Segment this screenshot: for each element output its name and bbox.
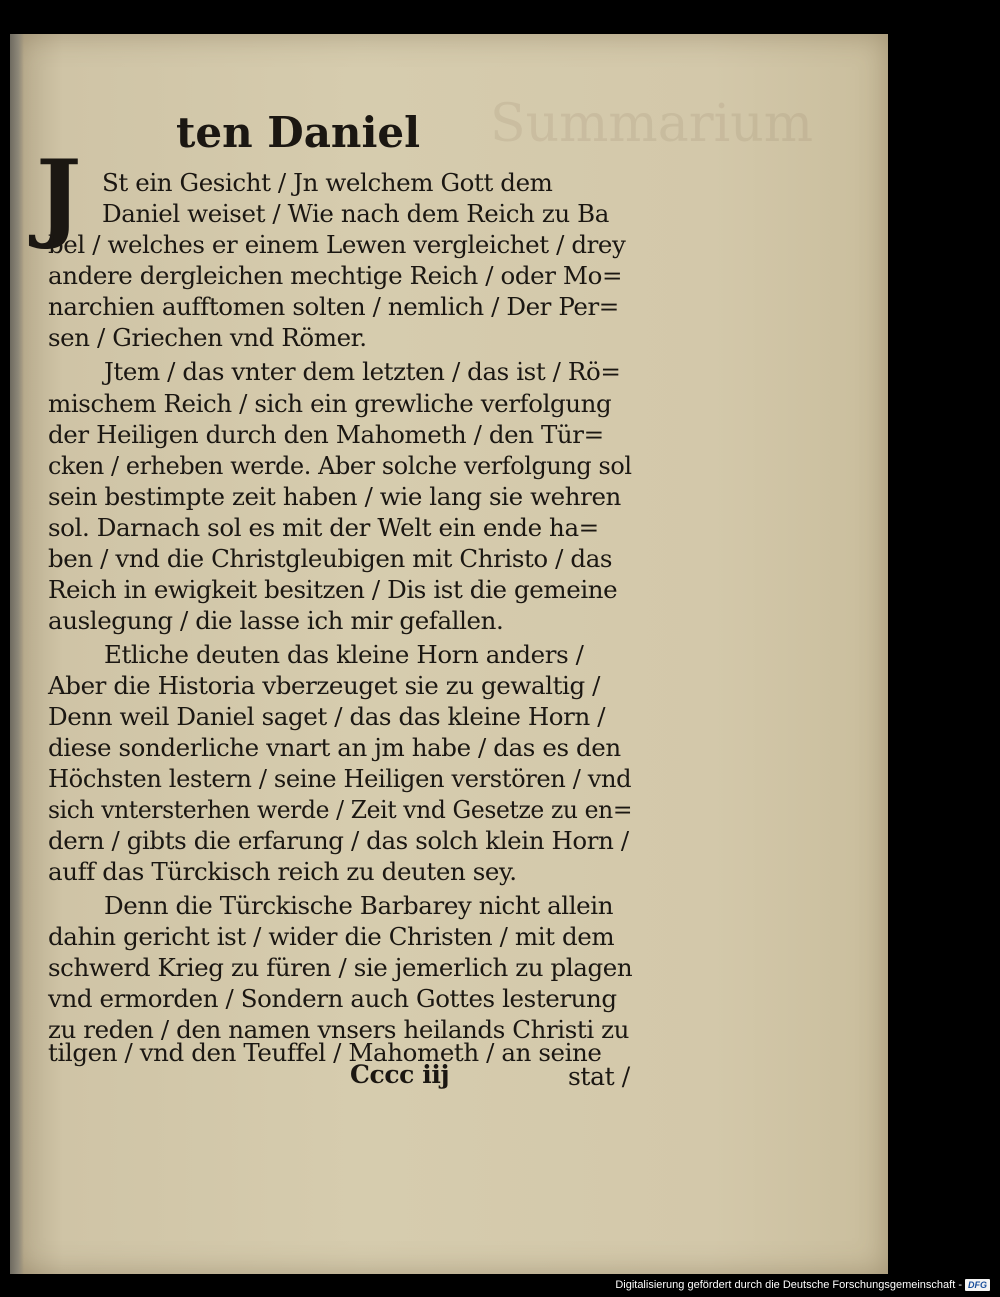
text-line-10: cken / erheben werde. Aber solche verfolgung sol [48,451,632,480]
text-line-18: Denn weil Daniel saget / das das kleine Horn / [48,702,606,731]
footer-credit-text: Digitalisierung gefördert durch die Deutsche Forschungsgemeinschaft - [615,1279,962,1291]
text-line-29: tilgen / vnd den Teuffel / Mahometh / an seine [48,1038,602,1067]
text-line-28: zu reden / den namen vnsers heilands Christi zu [48,1015,630,1044]
drop-cap: J [36,139,82,252]
text-line-5: narchien aufftomen solten / nemlich / Der Per= [48,292,619,321]
text-line-1: St ein Gesicht / Jn welchem Gott dem [102,168,553,197]
text-line-21: sich vntersterhen werde / Zeit vnd Gesetze zu en= [48,795,633,824]
text-line-7: Jtem / das vnter dem letzten / das ist / Rö= [104,357,621,386]
digitization-footer [615,1277,990,1293]
dfg-logo-icon: DFG [965,1279,990,1291]
text-line-15: auslegung / die lasse ich mir gefallen. [48,606,504,635]
text-line-9: der Heiligen durch den Mahometh / den Tür= [48,420,604,449]
text-line-8: mischem Reich / sich ein grewliche verfolgung [48,389,612,418]
text-line-22: dern / gibts die erfarung / das solch klein Horn / [48,826,629,855]
catchword: stat / [568,1062,630,1091]
text-line-23: auff das Türckisch reich zu deuten sey. [48,857,517,886]
text-line-25: dahin gericht ist / wider die Christen / mit dem [48,922,615,951]
text-line-3: bel / welches er einem Lewen vergleichet / drey [48,230,626,259]
text-line-27: vnd ermorden / Sondern auch Gottes lesterung [48,984,617,1013]
text-line-19: diese sonderliche vnart an jm habe / das es den [48,733,621,762]
text-line-16: Etliche deuten das kleine Horn anders / [104,640,584,669]
bleed-through-text: Summarium [490,94,814,154]
text-line-24: Denn die Türckische Barbarey nicht allein [104,891,614,920]
text-line-20: Höchsten lestern / seine Heiligen verstören / vnd [48,764,632,793]
text-line-4: andere dergleichen mechtige Reich / oder Mo= [48,261,623,290]
text-line-11: sein bestimpte zeit haben / wie lang sie wehren [48,482,621,511]
text-line-12: sol. Darnach sol es mit der Welt ein ende ha= [48,513,599,542]
text-line-2: Daniel weiset / Wie nach dem Reich zu Ba [102,199,609,228]
running-heading: ten Daniel [176,108,421,157]
text-line-14: Reich in ewigkeit besitzen / Dis ist die gemeine [48,575,618,604]
text-line-26: schwerd Krieg zu füren / sie jemerlich zu plagen [48,953,633,982]
text-line-13: ben / vnd die Christgleubigen mit Christo / das [48,544,613,573]
text-line-6: sen / Griechen vnd Römer. [48,323,367,352]
text-line-17: Aber die Historia vberzeuget sie zu gewaltig / [48,671,601,700]
page-binding-edge [10,34,24,1274]
signature-mark: Cccc iij [350,1060,450,1089]
